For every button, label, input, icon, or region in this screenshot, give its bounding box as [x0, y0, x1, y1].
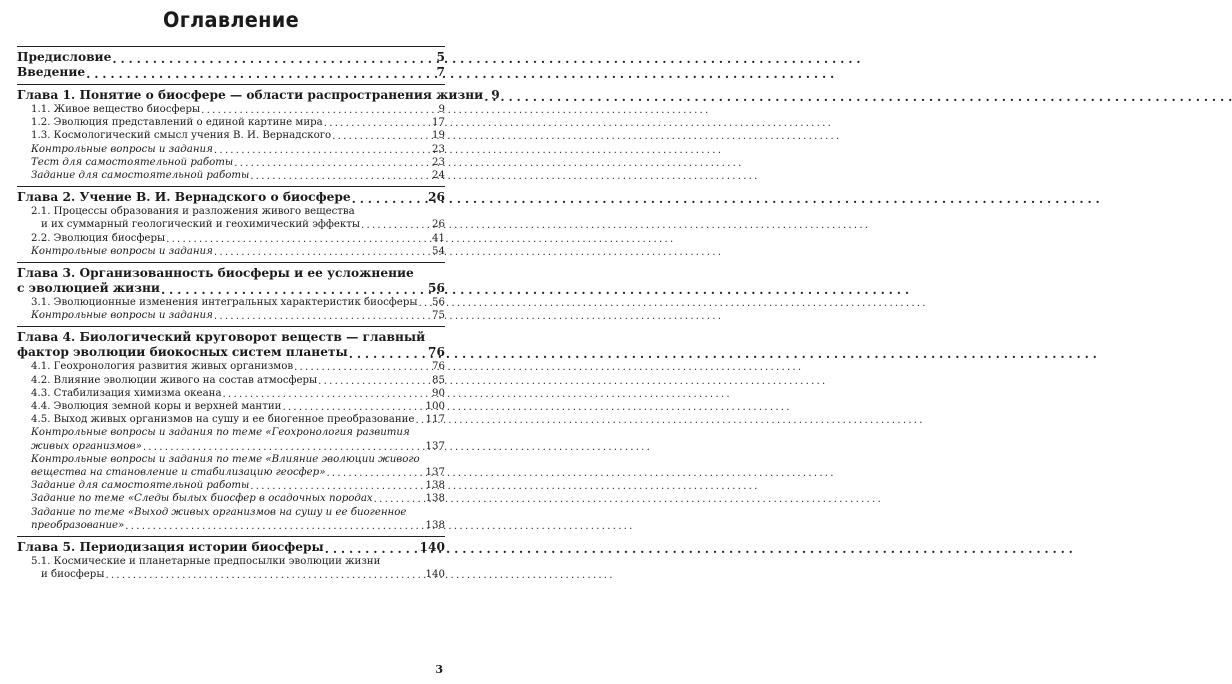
dot-leader — [484, 91, 490, 103]
dot-leader — [294, 363, 431, 373]
dot-leader — [352, 193, 427, 205]
toc-entry[interactable]: 5.1. Космические и планетарные предпосылки эволюции жизни и биосферы . . . 140 — [17, 555, 445, 581]
toc-entry[interactable]: Задание по теме «Выход живых организмов на сушу и ее биогенное преобразование» . . . 138 — [17, 506, 445, 532]
dot-leader — [250, 172, 431, 182]
dot-leader — [166, 235, 431, 245]
toc-chapter-5 — [17, 537, 445, 585]
toc-entry[interactable]: Контрольные вопросы и задания по теме «Влияние эволюции живого вещества на становление и стабилизацию геосфер» . . . 137 — [17, 453, 445, 479]
dot-leader — [161, 284, 427, 296]
dot-leader — [143, 443, 425, 453]
dot-leader — [332, 132, 431, 142]
toc-entry[interactable]: 4.5. Выход живых организмов на сушу и ее биогенное преобразование . . . 117 — [17, 413, 445, 426]
toc-entry[interactable]: 3.1. Эволюционные изменения интегральных характеристик биосферы . . . 56 — [17, 296, 445, 309]
dot-leader — [105, 571, 424, 581]
dot-leader — [349, 348, 427, 360]
toc-chapter-heading[interactable]: Глава 4. Биологический круговорот веществ — главный фактор эволюции биокосных систем планеты . . . 76 — [17, 330, 445, 360]
toc-entry[interactable]: Контрольные вопросы и задания . . . 23 — [17, 143, 445, 156]
toc-entry[interactable]: 1.2. Эволюция представлений о единой картине мира . . . 17 — [17, 116, 445, 129]
toc-chapter-heading[interactable]: Глава 5. Периодизация истории биосферы . . . 140 — [17, 540, 445, 555]
toc-entry[interactable]: 4.2. Влияние эволюции живого на состав атмосферы . . . 85 — [17, 374, 445, 387]
dot-leader — [234, 159, 431, 169]
page-title: Оглавление — [163, 8, 299, 32]
dot-leader — [282, 403, 424, 413]
dot-leader — [201, 106, 437, 116]
dot-leader — [418, 299, 431, 309]
dot-leader — [214, 312, 431, 322]
toc-chapter-1 — [17, 85, 500, 186]
dot-leader — [112, 53, 435, 65]
dot-leader — [324, 119, 431, 129]
toc-entry-preface[interactable]: Предисловие . . . 5 — [17, 50, 445, 65]
toc-entry[interactable]: 2.1. Процессы образования и разложения живого вещества и их суммарный геологический и геохимический эффекты . . . 26 — [17, 205, 445, 231]
toc-entry-introduction[interactable]: Введение . . . 7 — [17, 65, 445, 80]
toc-entry[interactable]: 4.4. Эволюция земной коры и верхней мантии . . . 100 — [17, 400, 445, 413]
toc-entry[interactable]: 2.2. Эволюция биосферы . . . 41 — [17, 232, 445, 245]
toc-page — [17, 0, 500, 684]
toc-chapter-3 — [17, 263, 445, 326]
toc-entry[interactable]: Контрольные вопросы и задания . . . 54 — [17, 245, 445, 258]
dot-leader — [318, 377, 431, 387]
toc-chapter-4 — [17, 327, 445, 536]
toc-chapter-heading[interactable]: Глава 1. Понятие о биосфере — области распространения жизни . . . 9 — [17, 88, 445, 103]
toc-chapter-heading[interactable]: Глава 3. Организованность биосферы и ее усложнение с эволюцией жизни . . . 56 — [17, 266, 445, 296]
dot-leader — [214, 146, 431, 156]
dot-leader — [374, 495, 425, 505]
dot-leader — [415, 416, 424, 426]
dot-leader — [125, 522, 424, 532]
toc-entry[interactable]: 4.3. Стабилизация химизма океана . . . 90 — [17, 387, 445, 400]
dot-leader — [214, 248, 431, 258]
dot-leader — [325, 543, 419, 555]
toc-chapter-heading[interactable]: Глава 2. Учение В. И. Вернадского о биосфере . . . 26 — [17, 190, 445, 205]
page-number: 3 — [435, 663, 443, 676]
dot-leader — [223, 390, 432, 400]
toc-entry[interactable]: 1.3. Космологический смысл учения В. И. Вернадского . . . 19 — [17, 129, 445, 142]
toc-front-matter — [17, 47, 445, 84]
toc-entry[interactable]: Задание для самостоятельной работы . . . 138 — [17, 479, 445, 492]
toc-entry[interactable]: 4.1. Геохронология развития живых организмов . . . 76 — [17, 360, 445, 373]
dot-leader — [86, 68, 435, 80]
dot-leader — [326, 469, 424, 479]
toc-entry[interactable]: Тест для самостоятельной работы . . . 23 — [17, 156, 445, 169]
dot-leader — [250, 482, 424, 492]
toc-entry[interactable]: 1.1. Живое вещество биосферы . . . 9 — [17, 103, 445, 116]
table-of-contents — [17, 46, 500, 585]
toc-entry[interactable]: Задание для самостоятельной работы . . . 24 — [17, 169, 445, 182]
toc-entry[interactable]: Контрольные вопросы и задания по теме «Геохронология развития живых организмов» . . . 137 — [17, 426, 445, 452]
toc-chapter-2 — [17, 187, 445, 262]
toc-entry[interactable]: Задание по теме «Следы былых биосфер в осадочных породах . . . 138 — [17, 492, 445, 505]
dot-leader — [361, 221, 431, 231]
toc-entry[interactable]: Контрольные вопросы и задания . . . 75 — [17, 309, 445, 322]
